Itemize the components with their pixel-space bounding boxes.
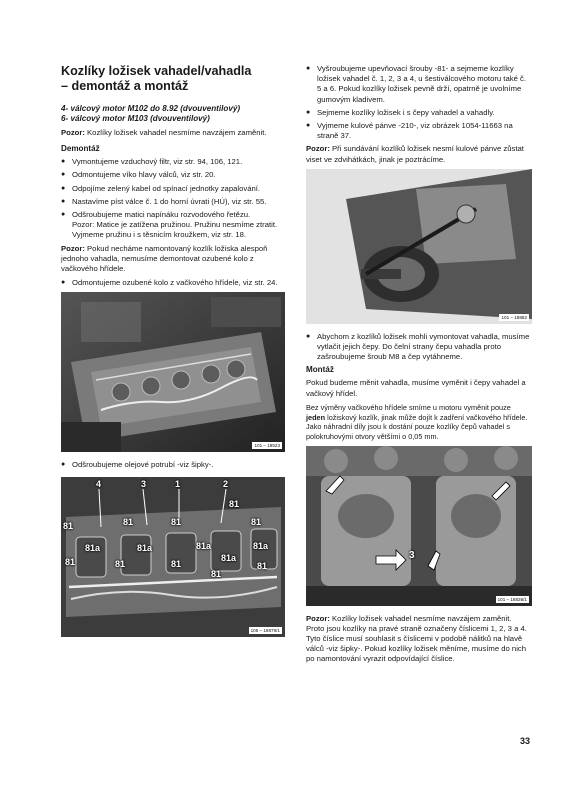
list-item (61, 210, 286, 241)
demontaz-steps (61, 157, 286, 240)
montaz-text-b: ložiskový kozlík, jinak může dojít k zadření vačkového hřídele. Jako náhradní díly jsou k dostání pouze kozlíky čepů vahadel s polokruhovými otvory většími o 0,05 mm. (306, 412, 528, 441)
warning-text: Při sundávání kozlíků ložisek nesmí kulové pánve zůstat viset ve zdvihátkách, jinak je poztrácíme. (306, 144, 524, 164)
callout-81: 81 (171, 516, 182, 527)
montaz-text-a: Bez výměny vačkového hřídele smíme u motoru vyměnit pouze (306, 402, 511, 412)
warning-label: Pozor: (306, 613, 330, 623)
engine-subtitle-2: 6- válcový motor M103 (dvouventilový) (61, 114, 210, 123)
montaz-paragraph-2 (306, 403, 531, 442)
callout-81: 81 (251, 516, 262, 527)
warning-note-3 (306, 144, 531, 164)
list-item: ● Odmontujeme víko hlavy válců, viz str. 20. (61, 170, 286, 180)
list-item-subnote: Pozor: Matice je zatížena pružinou. Pružinu nesmíme ztratit. Vyjmeme pružinu i s těsnicím kroužkem, viz str. 18. (72, 220, 278, 240)
list-item-text: Odšroubujeme matici napínáku rozvodového řetězu. (72, 210, 251, 220)
warning-note-2 (61, 244, 286, 275)
callout-4: 4 (96, 478, 102, 489)
rocker-bolts-photo (61, 477, 285, 637)
numbered-bearings-photo (306, 446, 532, 606)
warning-text: Kozlíky ložisek vahadel nesmíme navzájem zaměnit. Proto jsou kozlíky na pravé straně označeny číslicemi 1, 2, 3 a 4. Tyto číslice musí souhlasit s číslicemi v podobě nálitků na hlavě válců -viz šipky-. Pokud kozlíky ložisek měníme, musíme do nich po namontování vyrazit odpovídající číslice. (306, 613, 527, 664)
callout-81: 81 (171, 558, 182, 569)
list-item: ● Nastavíme píst válce č. 1 do horní úvrati (HÚ), viz str. 55. (61, 197, 286, 207)
rocker-photo-illustration (61, 477, 285, 637)
warning-text: Kozlíky ložisek vahadel nesmíme navzájem zaměnit. (84, 128, 267, 137)
list-item: ● Vymontujeme vzduchový filtr, viz str. 94, 106, 121. (61, 157, 286, 167)
warning-label: Pozor: (61, 243, 85, 253)
rocker-shaft-extraction-photo (306, 169, 532, 324)
figure-code: 105 – 18879/1 (250, 627, 280, 633)
title-line-1: Kozlíky ložisek vahadel/vahadla (61, 64, 252, 78)
warning-note-1 (61, 128, 286, 138)
list-item: ● Odpojíme zelený kabel od spínací jednotky zapalování. (61, 184, 286, 194)
callout-1: 1 (175, 478, 181, 489)
page-number: 33 (519, 736, 530, 746)
bearings-photo-illustration (306, 446, 532, 606)
figure-code: 101 – 18836/1 (497, 596, 527, 602)
callout-81: 81 (229, 498, 240, 509)
callout-81a: 81a (221, 552, 237, 563)
callout-81: 81 (115, 558, 126, 569)
figure-code: 101 – 18882 (501, 314, 527, 320)
callout-81a: 81a (137, 542, 153, 553)
title-line-2: – demontáž a montáž (61, 79, 189, 93)
demontaz-heading: Demontáž (61, 144, 100, 154)
shaft-steps (306, 332, 531, 363)
section-title (61, 64, 286, 94)
callout-81: 81 (65, 556, 76, 567)
callout-81a: 81a (196, 540, 212, 551)
list-item: ● Vyšroubujeme upevňovací šrouby -81- a sejmeme kozlíky ložisek vahadel č. 1, 2, 3 a 4, u šestiválcového motoru také č. 5 a 6. Pokud kozlíky ložisek pevně drží, opatrně je uvolníme gumovým kladivem. (306, 64, 531, 105)
figure-code: 101 – 18523 (254, 443, 280, 449)
callout-81a: 81a (85, 542, 101, 553)
demontaz-steps-2 (61, 278, 286, 288)
engine-photo-illustration (61, 292, 285, 452)
warning-note-4 (306, 614, 531, 665)
warning-text: Pokud necháme namontovaný kozlík ložiska alespoň jednoho vahadla, nemusíme demontovat ozubené kolo z vačkového hřídele. (61, 243, 268, 274)
engine-subtitle-1: 4- válcový motor M102 do 8.92 (dvouventilový) (61, 104, 241, 113)
montaz-paragraph-1: Pokud budeme měnit vahadla, musíme vyměnit i čepy vahadel a vačkový hřídel. (306, 378, 526, 398)
list-item: ● Odmontujeme ozubené kolo z vačkového hřídele, viz str. 24. (61, 278, 286, 288)
demontaz-steps-3 (61, 460, 286, 470)
extraction-photo-illustration (306, 169, 532, 324)
list-item: ● Vyjmeme kulové pánve -210-, viz obrázek 1054-11663 na straně 37. (306, 121, 531, 141)
warning-label: Pozor: (306, 144, 330, 154)
callout-81: 81 (257, 560, 268, 571)
callout-81a: 81a (253, 540, 269, 551)
right-column (306, 64, 531, 669)
list-item: ● Sejmeme kozlíky ložisek i s čepy vahadel a vahadly. (306, 108, 531, 118)
list-item: ● Odšroubujeme olejové potrubí -viz šipky-. (61, 460, 286, 470)
montaz-text-bold: jeden (306, 412, 326, 422)
callout-81: 81 (63, 520, 74, 531)
callout-2: 2 (223, 478, 229, 489)
list-item: ● Abychom z kozlíků ložisek mohli vymontovat vahadla, musíme vytlačit jejich čepy. Do čelní strany čepu vahadla proto zašroubujeme šroub M8 a čep vytáhneme. (306, 332, 531, 363)
engine-valvetrain-photo (61, 292, 285, 452)
removal-steps (306, 64, 531, 141)
callout-81: 81 (123, 516, 134, 527)
warning-label: Pozor: (61, 128, 85, 137)
montaz-heading: Montáž (306, 365, 334, 375)
callout-81: 81 (211, 568, 222, 579)
left-column (61, 64, 286, 637)
callout-3: 3 (141, 478, 147, 489)
callout-3: 3 (409, 549, 415, 561)
